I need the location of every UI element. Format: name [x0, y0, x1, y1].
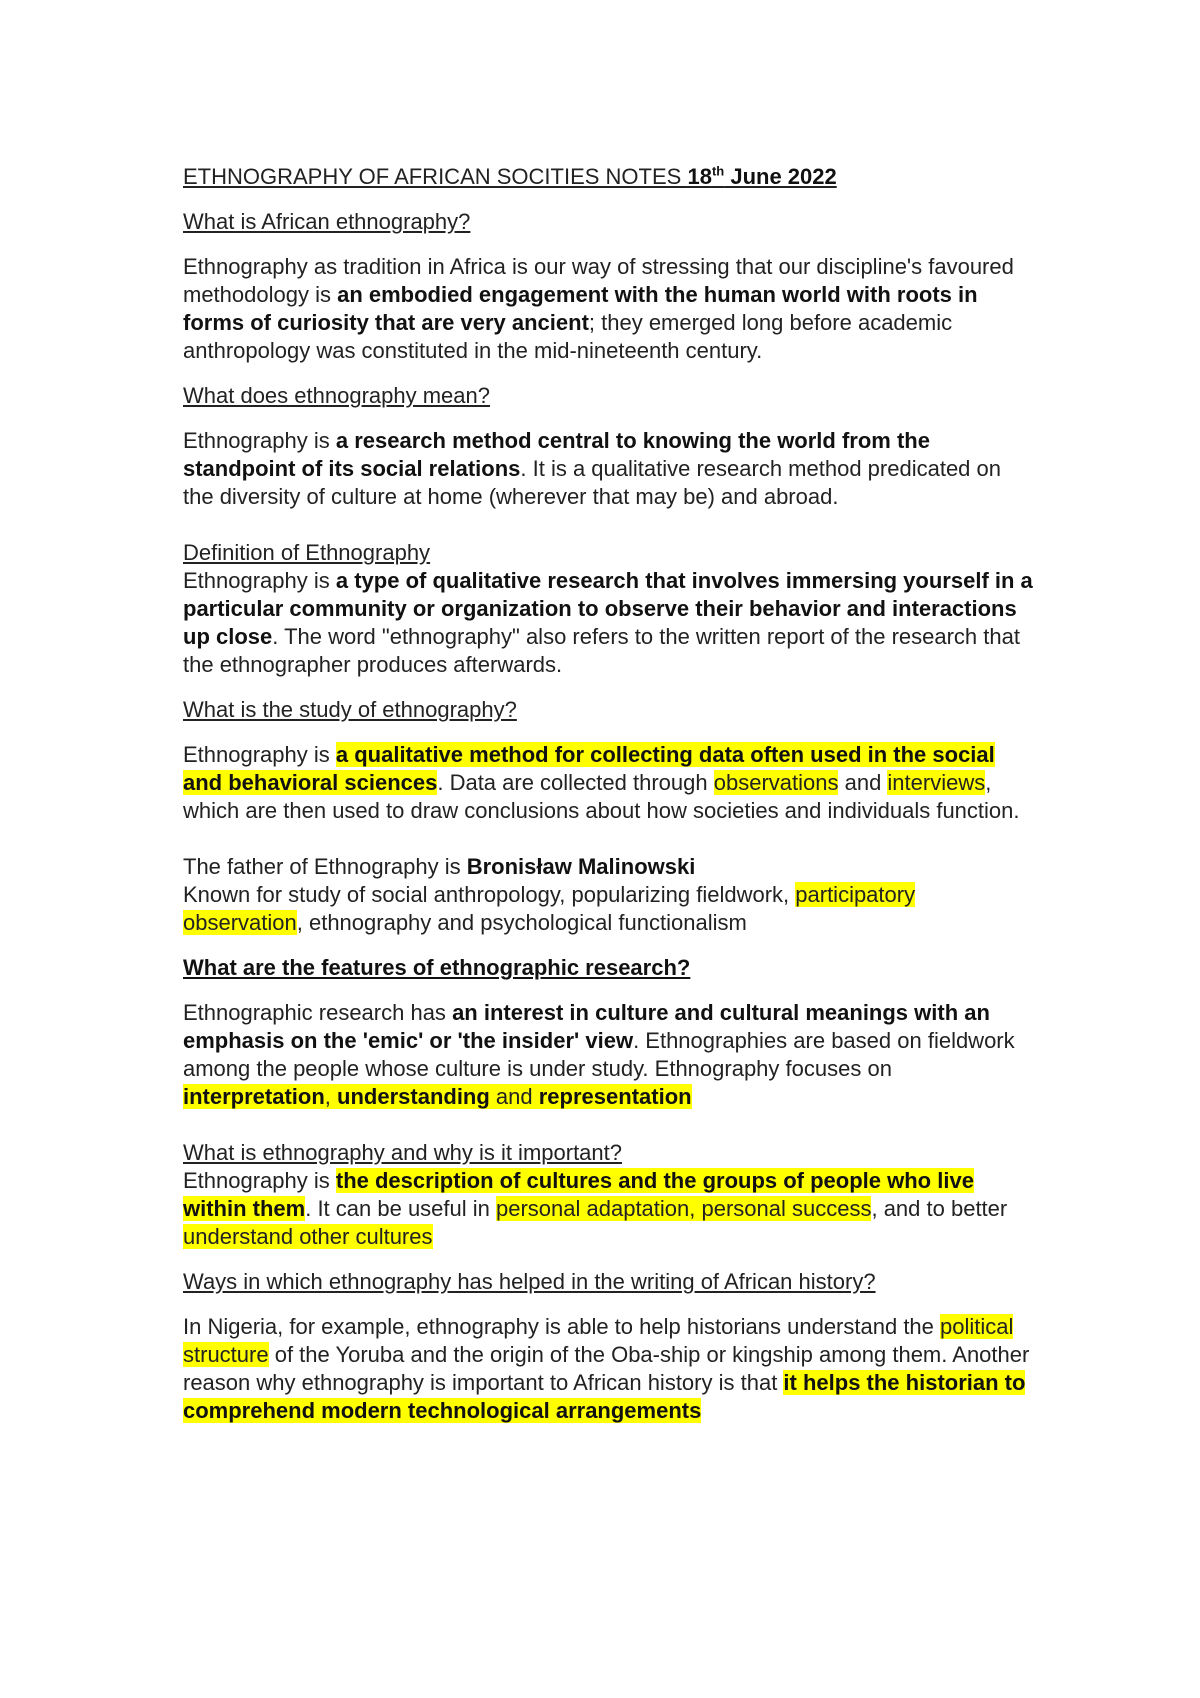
- paragraph-importance: Ethnography is the description of cultures and the groups of people who live within them. It can be useful in personal adaptation, personal success, and to better understand other cultures: [183, 1168, 1008, 1249]
- highlight-focus-terms: interpretation, understanding and representation: [183, 1084, 692, 1109]
- document-page: [183, 163, 1033, 1442]
- title-text: ETHNOGRAPHY OF AFRICAN SOCITIES NOTES 18th June 2022: [183, 163, 837, 189]
- paragraph-african-history: In Nigeria, for example, ethnography is able to help historians understand the political structure of the Yoruba and the origin of the Oba-ship or kingship among them. Another reason why ethnography is important to African history is that it helps the historian to comprehend modern technological arrangements: [183, 1314, 1030, 1423]
- paragraph-malinowski-known-for: Known for study of social anthropology, popularizing fieldwork, participatory observation, ethnography and psychological functionalism: [183, 882, 916, 935]
- heading-african-history: Ways in which ethnography has helped in the writing of African history?: [183, 1269, 876, 1294]
- paragraph-african-ethnography: Ethnography as tradition in Africa is our way of stressing that our discipline's favoured methodology is an embodied engagement with the human world with roots in forms of curiosity that are very ancient; they emerged long before academic anthropology was constituted in the mid-nineteenth century.: [183, 254, 1014, 363]
- paragraph-father-of-ethnography: The father of Ethnography is Bronisław Malinowski: [183, 854, 696, 879]
- paragraph-features: Ethnographic research has an interest in culture and cultural meanings with an emphasis on the 'emic' or 'the insider' view. Ethnographies are based on fieldwork among the people whose culture is under study. Ethnography focuses on interpretation, understanding and representation: [183, 1000, 1015, 1109]
- document-title: [183, 163, 1033, 191]
- paragraph-ethnography-meaning: Ethnography is a research method central to knowing the world from the standpoint of its social relations. It is a qualitative research method predicated on the diversity of culture at home (wherever that may be) and abroad.: [183, 428, 1001, 509]
- heading-ethnography-meaning: What does ethnography mean?: [183, 383, 490, 408]
- heading-study-of-ethnography: What is the study of ethnography?: [183, 697, 517, 722]
- heading-definition: Definition of Ethnography: [183, 540, 431, 565]
- paragraph-study-of-ethnography: Ethnography is a qualitative method for collecting data often used in the social and behavioral sciences. Data are collected through observations and interviews, which are then used to draw conclusions about how societies and individuals function.: [183, 742, 1020, 823]
- heading-importance: What is ethnography and why is it important?: [183, 1140, 623, 1165]
- heading-features: What are the features of ethnographic research?: [183, 955, 691, 980]
- paragraph-definition: Ethnography is a type of qualitative research that involves immersing yourself in a particular community or organization to observe their behavior and interactions up close. The word "ethnography" also refers to the written report of the research that the ethnographer produces afterwards.: [183, 568, 1033, 677]
- heading-african-ethnography: What is African ethnography?: [183, 209, 471, 234]
